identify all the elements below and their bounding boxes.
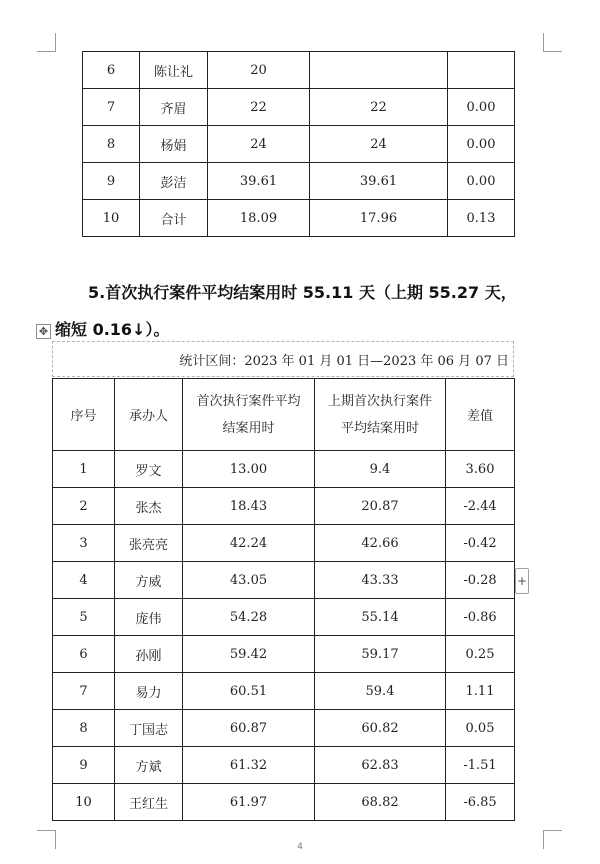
page-number: 4	[297, 842, 303, 852]
table-header-row	[53, 379, 515, 451]
cell-previous: 24	[310, 126, 448, 163]
cell-handler: 丁国志	[115, 710, 183, 747]
case-duration-table	[52, 378, 515, 821]
table-row	[53, 562, 515, 599]
header-previous-line2: 平均结案用时	[340, 420, 419, 436]
cell-handler: 王红生	[115, 784, 183, 821]
cell-diff: 0.00	[448, 163, 515, 200]
cell-diff: -0.42	[446, 525, 515, 562]
header-index: 序号	[53, 379, 115, 451]
cell-handler: 合计	[140, 200, 208, 237]
cell-index: 6	[53, 636, 115, 673]
cell-diff: 0.00	[448, 126, 515, 163]
header-handler: 承办人	[115, 379, 183, 451]
table-row	[53, 710, 515, 747]
cell-current: 54.28	[183, 599, 315, 636]
header-current-line1: 首次执行案件平均	[196, 393, 301, 409]
cell-diff: -0.86	[446, 599, 515, 636]
header-diff: 差值	[446, 379, 515, 451]
cell-diff: -2.44	[446, 488, 515, 525]
cell-current: 42.24	[183, 525, 315, 562]
cell-index: 10	[83, 200, 140, 237]
table-row	[53, 784, 515, 821]
cell-previous: 59.17	[315, 636, 446, 673]
table-row	[83, 89, 515, 126]
cell-current: 43.05	[183, 562, 315, 599]
table-row	[53, 488, 515, 525]
cell-previous: 17.96	[310, 200, 448, 237]
cell-previous: 60.82	[315, 710, 446, 747]
cell-index: 7	[83, 89, 140, 126]
table-row	[83, 52, 515, 89]
table-row	[53, 451, 515, 488]
section-heading-line2: 缩短 0.16↓）。	[55, 320, 170, 339]
previous-table	[82, 51, 515, 237]
cell-current: 24	[208, 126, 310, 163]
cell-diff: 0.05	[446, 710, 515, 747]
cell-previous: 55.14	[315, 599, 446, 636]
cell-previous	[310, 52, 448, 89]
cell-index: 6	[83, 52, 140, 89]
cell-current: 60.87	[183, 710, 315, 747]
stat-range: 统计区间：2023 年 01 月 01 日—2023 年 06 月 07 日	[179, 354, 509, 369]
plus-icon[interactable]: +	[515, 568, 529, 594]
cell-handler: 罗文	[115, 451, 183, 488]
header-previous-duration	[315, 379, 446, 451]
cell-previous: 59.4	[315, 673, 446, 710]
table-row	[83, 126, 515, 163]
crop-mark-top-left	[37, 33, 56, 52]
cell-handler: 庞伟	[115, 599, 183, 636]
cell-index: 9	[53, 747, 115, 784]
cell-current: 59.42	[183, 636, 315, 673]
table-row	[83, 163, 515, 200]
cell-current: 61.97	[183, 784, 315, 821]
cell-handler: 易力	[115, 673, 183, 710]
cell-diff: -0.28	[446, 562, 515, 599]
cell-previous: 9.4	[315, 451, 446, 488]
cell-handler: 彭洁	[140, 163, 208, 200]
cell-previous: 22	[310, 89, 448, 126]
cell-handler: 方斌	[115, 747, 183, 784]
cell-index: 4	[53, 562, 115, 599]
cell-handler: 齐眉	[140, 89, 208, 126]
cell-index: 8	[83, 126, 140, 163]
cell-diff: 3.60	[446, 451, 515, 488]
cell-diff	[448, 52, 515, 89]
table-row	[53, 747, 515, 784]
cell-handler: 张亮亮	[115, 525, 183, 562]
header-current-line2: 结案用时	[222, 420, 275, 436]
cell-previous: 20.87	[315, 488, 446, 525]
table-row	[53, 636, 515, 673]
cell-current: 22	[208, 89, 310, 126]
stat-range-box	[52, 341, 514, 377]
cell-index: 2	[53, 488, 115, 525]
cell-previous: 62.83	[315, 747, 446, 784]
cell-diff: 0.25	[446, 636, 515, 673]
cell-previous: 42.66	[315, 525, 446, 562]
header-previous-line1: 上期首次执行案件	[327, 393, 432, 409]
cell-handler: 孙刚	[115, 636, 183, 673]
cell-handler: 杨娟	[140, 126, 208, 163]
cell-current: 18.43	[183, 488, 315, 525]
cell-index: 9	[83, 163, 140, 200]
table-row	[53, 525, 515, 562]
cell-current: 39.61	[208, 163, 310, 200]
cell-current: 18.09	[208, 200, 310, 237]
previous-table-body	[83, 52, 515, 237]
cell-previous: 43.33	[315, 562, 446, 599]
cell-index: 10	[53, 784, 115, 821]
cell-handler: 张杰	[115, 488, 183, 525]
header-current-duration	[183, 379, 315, 451]
crop-mark-top-right	[543, 33, 562, 52]
table-row	[83, 200, 515, 237]
cell-current: 61.32	[183, 747, 315, 784]
cell-previous: 68.82	[315, 784, 446, 821]
cell-previous: 39.61	[310, 163, 448, 200]
move-icon[interactable]: ✥	[36, 324, 51, 339]
section-heading-line1: 5.首次执行案件平均结案用时 55.11 天（上期 55.27 天，	[88, 283, 517, 302]
cell-diff: 0.13	[448, 200, 515, 237]
cell-handler: 方威	[115, 562, 183, 599]
table-row	[53, 599, 515, 636]
cell-current: 60.51	[183, 673, 315, 710]
cell-current: 13.00	[183, 451, 315, 488]
case-duration-table-body	[53, 379, 515, 821]
cell-diff: 1.11	[446, 673, 515, 710]
cell-index: 1	[53, 451, 115, 488]
cell-index: 5	[53, 599, 115, 636]
cell-index: 8	[53, 710, 115, 747]
cell-diff: -1.51	[446, 747, 515, 784]
cell-diff: 0.00	[448, 89, 515, 126]
cell-diff: -6.85	[446, 784, 515, 821]
table-row	[53, 673, 515, 710]
cell-index: 7	[53, 673, 115, 710]
cell-current: 20	[208, 52, 310, 89]
cell-handler: 陈让礼	[140, 52, 208, 89]
cell-index: 3	[53, 525, 115, 562]
